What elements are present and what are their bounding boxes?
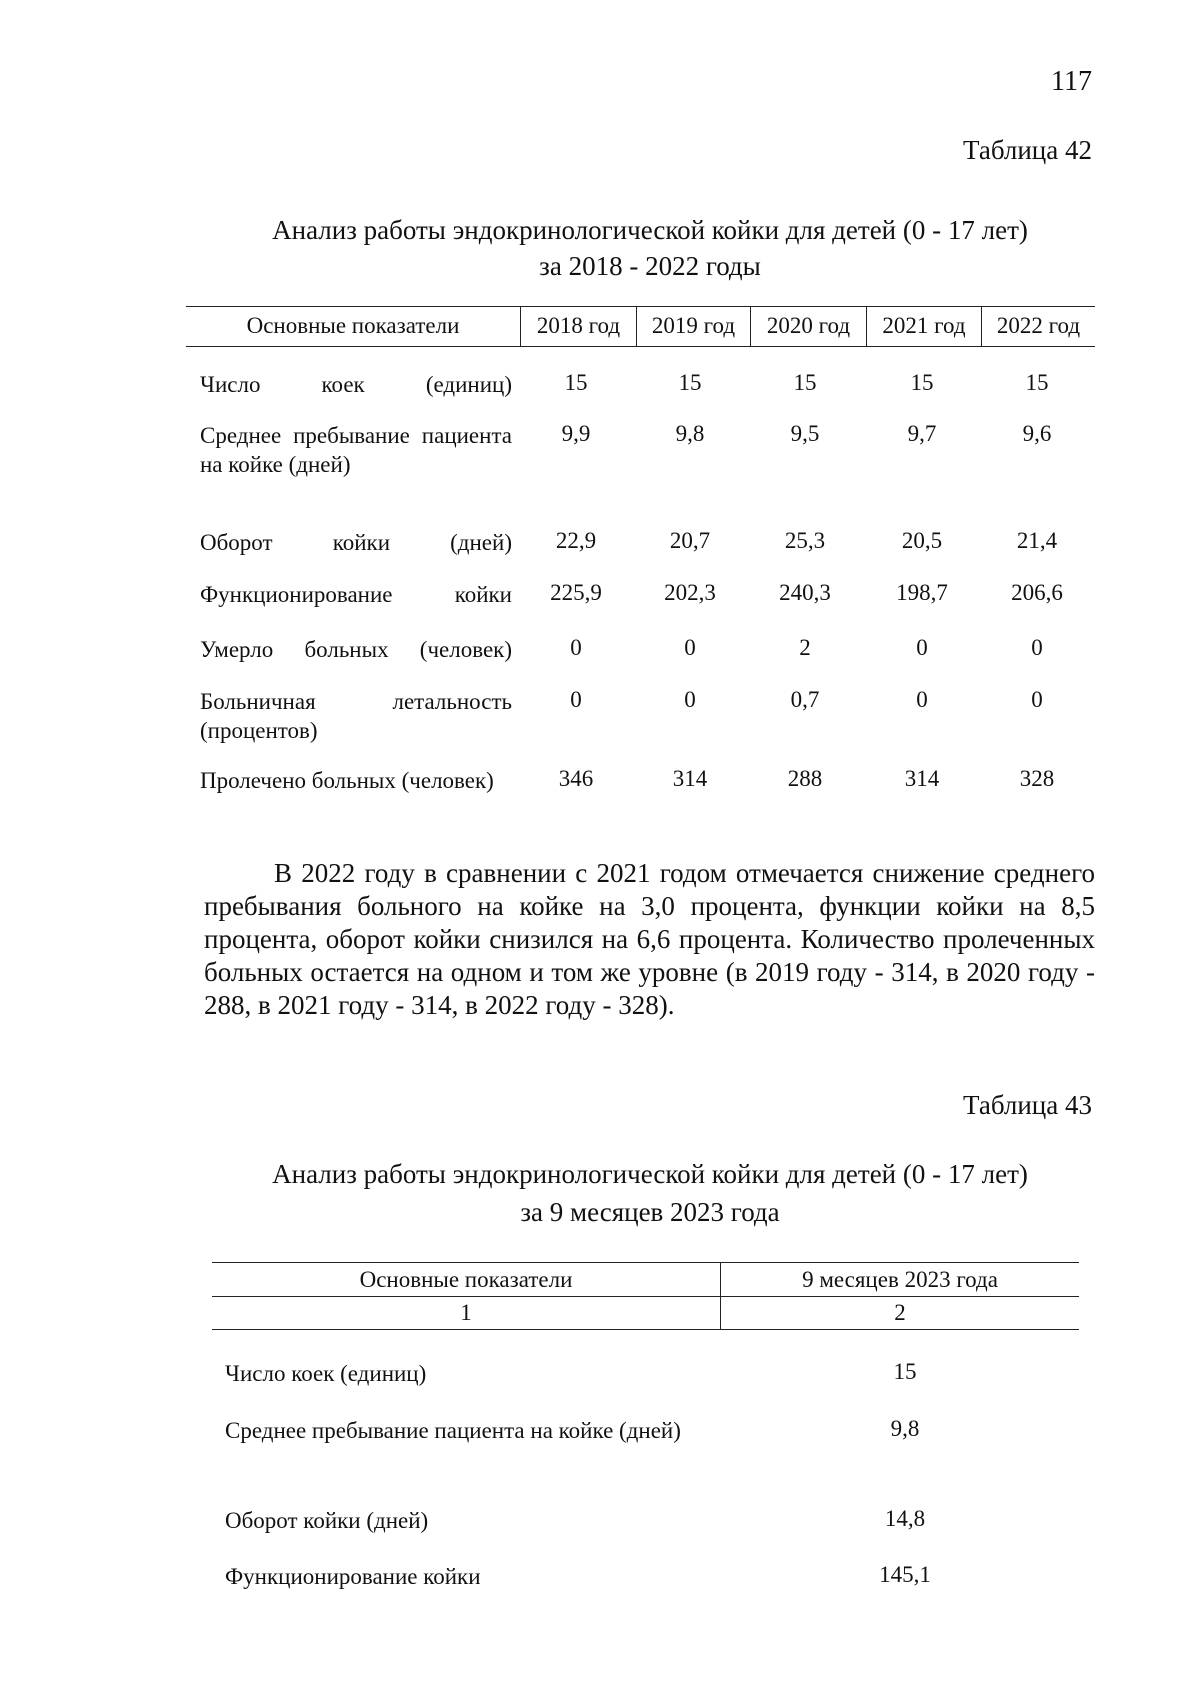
table-42-top-rule (186, 306, 1095, 307)
cell-value: 0 (570, 687, 582, 712)
cell-value: 346 (558, 766, 594, 791)
header-2022: 2022 год (996, 313, 1081, 338)
column-number: 1 (460, 1300, 472, 1325)
table-43-top-rule (212, 1262, 1079, 1263)
header-2019: 2019 год (651, 313, 736, 338)
cell-value: 9,8 (890, 1416, 920, 1441)
cell-value: 225,9 (550, 580, 602, 605)
row-label: Среднее пребывание пациента на койке (дней) (225, 1418, 681, 1443)
cell-value: 0 (916, 687, 928, 712)
row-label: Оборот койки (дней) (225, 1508, 429, 1533)
row-label: Среднее пребывание пациента на койке (дней) (200, 423, 512, 477)
header-2018: 2018 год (536, 313, 621, 338)
cell-value: 14,8 (884, 1506, 926, 1531)
cell-value: 9,5 (790, 421, 820, 446)
cell-value: 145,1 (879, 1562, 931, 1587)
row-label: Функционирование койки (225, 1564, 481, 1589)
header-main-indicators: Основные показатели (359, 1267, 573, 1292)
column-number: 2 (894, 1300, 906, 1325)
cell-value: 0 (1031, 635, 1043, 660)
cell-value: 15 (1025, 370, 1049, 395)
table-43-label: Таблица 43 (963, 1090, 1092, 1120)
cell-value: 20,7 (669, 528, 711, 553)
cell-value: 15 (564, 370, 588, 395)
cell-value: 288 (787, 766, 823, 791)
header-main-indicators: Основные показатели (246, 313, 460, 338)
table-43-title-line1: Анализ работы эндокринологической койки для детей (0 - 17 лет) (272, 1159, 1028, 1189)
cell-value: 25,3 (784, 528, 826, 553)
row-label: Число коек (единиц) (200, 372, 512, 397)
cell-value: 9,8 (675, 421, 705, 446)
cell-value: 0 (1031, 687, 1043, 712)
cell-value: 0 (684, 635, 696, 660)
cell-value: 9,6 (1022, 421, 1052, 446)
cell-value: 314 (904, 766, 940, 791)
table-43-header-rule (212, 1296, 1079, 1297)
table-43-title-line2: за 9 месяцев 2023 года (520, 1197, 780, 1227)
cell-value: 9,7 (907, 421, 937, 446)
cell-value: 15 (910, 370, 934, 395)
cell-value: 314 (672, 766, 708, 791)
cell-value: 9,9 (561, 421, 591, 446)
table-42-header-rule (186, 346, 1095, 347)
cell-value: 240,3 (779, 580, 831, 605)
cell-value: 202,3 (664, 580, 716, 605)
row-label: Пролечено больных (человек) (200, 768, 494, 793)
cell-value: 21,4 (1016, 528, 1058, 553)
table-42-title-line2: за 2018 - 2022 годы (539, 251, 761, 281)
cell-value: 0 (684, 687, 696, 712)
cell-value: 20,5 (901, 528, 943, 553)
page-number: 117 (1051, 66, 1092, 97)
cell-value: 15 (793, 370, 817, 395)
cell-value: 15 (893, 1359, 917, 1384)
cell-value: 2 (799, 635, 811, 660)
row-label: Умерло больных (человек) (200, 637, 512, 662)
row-label: Оборот койки (дней) (200, 530, 512, 555)
cell-value: 198,7 (896, 580, 948, 605)
row-label: Больничная летальность (процентов) (200, 689, 512, 743)
cell-value: 22,9 (555, 528, 597, 553)
header-9-months-2023: 9 месяцев 2023 года (802, 1267, 998, 1292)
row-label: Функционирование койки (200, 582, 512, 607)
table-42-label: Таблица 42 (963, 135, 1092, 165)
header-2021: 2021 год (882, 313, 966, 338)
body-paragraph: В 2022 году в сравнении с 2021 годом отмечается снижение среднего пребывания больного на койке на 3,0 процента, функции койки на 8,5 процента, оборот койки снизился на 6,6 процента. Количество пролеченных больных остается на одном и том же уровне (в 2019 году - 314, в 2020 году - 288, в 2021 году - 314, в 2022 году - 328). (204, 858, 1095, 1020)
cell-value: 206,6 (1011, 580, 1063, 605)
cell-value: 15 (678, 370, 702, 395)
table-43-colnum-rule (212, 1329, 1079, 1330)
cell-value: 0 (570, 635, 582, 660)
cell-value: 0,7 (790, 687, 820, 712)
cell-value: 0 (916, 635, 928, 660)
cell-value: 328 (1019, 766, 1055, 791)
row-label: Число коек (единиц) (225, 1361, 427, 1386)
table-42-title-line1: Анализ работы эндокринологической койки для детей (0 - 17 лет) (272, 215, 1028, 245)
header-2020: 2020 год (766, 313, 851, 338)
